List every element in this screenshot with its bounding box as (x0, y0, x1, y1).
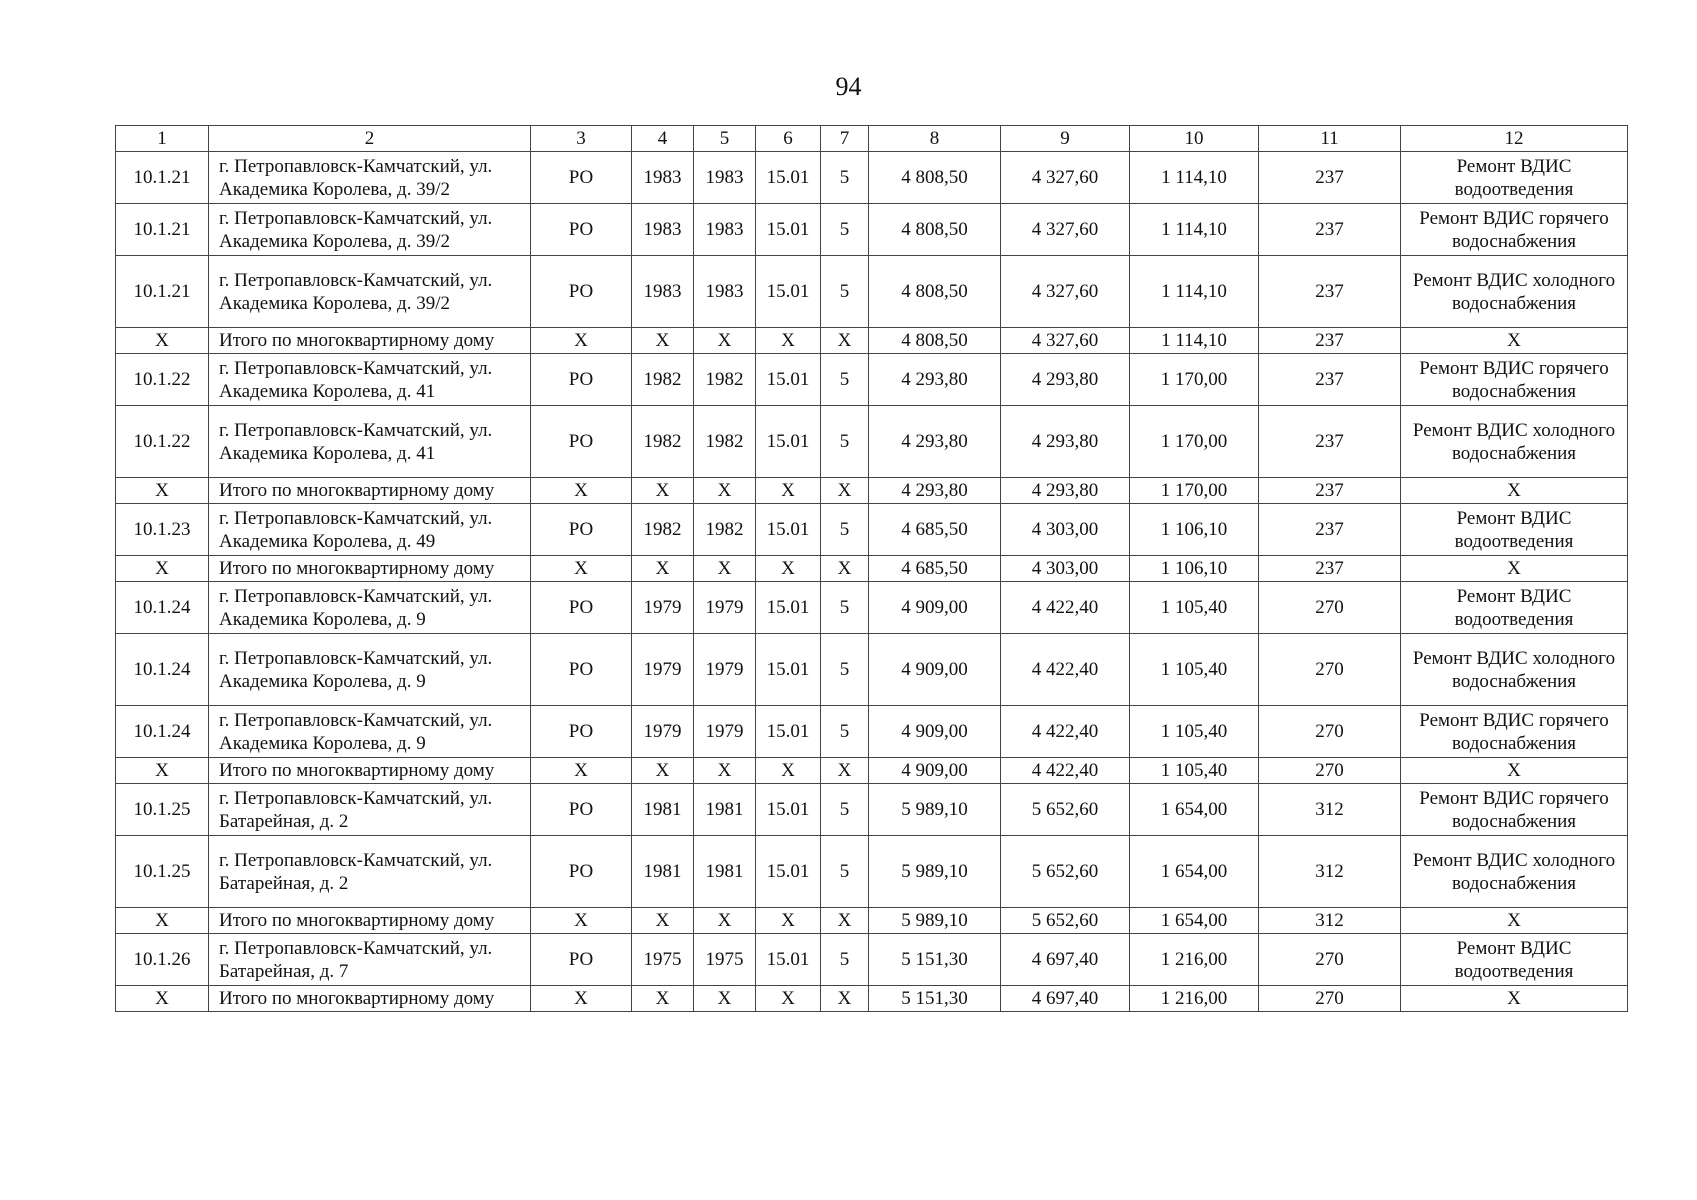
work-type-cell: X (1401, 908, 1628, 934)
row-number-cell: 10.1.25 (116, 784, 209, 836)
year-built-cell: 1982 (632, 354, 694, 406)
column-header: 11 (1259, 126, 1401, 152)
type-cell: РО (531, 256, 632, 328)
address-cell: г. Петропавловск-Камчатский, ул. Батарейная, д. 7 (209, 934, 531, 986)
floors-cell: 5 (821, 634, 869, 706)
total-area-cell: 5 151,30 (869, 986, 1001, 1012)
year-built-cell: 1982 (632, 504, 694, 556)
year-built-cell: X (632, 908, 694, 934)
type-cell: РО (531, 706, 632, 758)
nonresidential-area-cell: 1 105,40 (1130, 706, 1259, 758)
row-number-cell: X (116, 908, 209, 934)
code-cell: X (756, 986, 821, 1012)
total-area-cell: 5 989,10 (869, 908, 1001, 934)
address-cell: Итого по многоквартирному дому (209, 758, 531, 784)
nonresidential-area-cell: 1 114,10 (1130, 256, 1259, 328)
code-cell: 15.01 (756, 504, 821, 556)
year-commissioned-cell: 1982 (694, 406, 756, 478)
table-row (116, 934, 1628, 986)
row-number-cell: X (116, 478, 209, 504)
code-cell: X (756, 908, 821, 934)
column-header: 6 (756, 126, 821, 152)
row-number-cell: 10.1.24 (116, 706, 209, 758)
address-cell: г. Петропавловск-Камчатский, ул. Академика Королева, д. 39/2 (209, 204, 531, 256)
year-commissioned-cell: X (694, 328, 756, 354)
code-cell: 15.01 (756, 934, 821, 986)
type-cell: РО (531, 406, 632, 478)
year-built-cell: X (632, 556, 694, 582)
floors-cell: 5 (821, 706, 869, 758)
table-row (116, 354, 1628, 406)
work-type-cell: Ремонт ВДИС холодного водоснабжения (1401, 634, 1628, 706)
year-built-cell: 1975 (632, 934, 694, 986)
table-row (116, 836, 1628, 908)
column-header: 7 (821, 126, 869, 152)
work-type-cell: X (1401, 986, 1628, 1012)
address-cell: Итого по многоквартирному дому (209, 478, 531, 504)
residents-cell: 312 (1259, 908, 1401, 934)
work-type-cell: Ремонт ВДИС горячего водоснабжения (1401, 204, 1628, 256)
year-built-cell: X (632, 986, 694, 1012)
table-row (116, 328, 1628, 354)
residents-cell: 237 (1259, 256, 1401, 328)
table-row (116, 986, 1628, 1012)
row-number-cell: X (116, 758, 209, 784)
year-commissioned-cell: 1982 (694, 504, 756, 556)
address-cell: г. Петропавловск-Камчатский, ул. Академика Королева, д. 9 (209, 634, 531, 706)
residential-area-cell: 4 697,40 (1001, 934, 1130, 986)
type-cell: РО (531, 152, 632, 204)
nonresidential-area-cell: 1 114,10 (1130, 328, 1259, 354)
residential-area-cell: 5 652,60 (1001, 784, 1130, 836)
residents-cell: 237 (1259, 204, 1401, 256)
total-area-cell: 4 808,50 (869, 256, 1001, 328)
nonresidential-area-cell: 1 170,00 (1130, 478, 1259, 504)
type-cell: X (531, 556, 632, 582)
nonresidential-area-cell: 1 170,00 (1130, 406, 1259, 478)
row-number-cell: 10.1.23 (116, 504, 209, 556)
year-commissioned-cell: 1979 (694, 582, 756, 634)
residents-cell: 312 (1259, 784, 1401, 836)
nonresidential-area-cell: 1 216,00 (1130, 934, 1259, 986)
total-area-cell: 4 808,50 (869, 152, 1001, 204)
type-cell: РО (531, 784, 632, 836)
code-cell: 15.01 (756, 784, 821, 836)
nonresidential-area-cell: 1 654,00 (1130, 784, 1259, 836)
column-header: 10 (1130, 126, 1259, 152)
type-cell: РО (531, 504, 632, 556)
address-cell: г. Петропавловск-Камчатский, ул. Академика Королева, д. 39/2 (209, 256, 531, 328)
nonresidential-area-cell: 1 114,10 (1130, 204, 1259, 256)
table-row (116, 152, 1628, 204)
table-row (116, 204, 1628, 256)
code-cell: 15.01 (756, 634, 821, 706)
type-cell: РО (531, 634, 632, 706)
code-cell: X (756, 758, 821, 784)
work-type-cell: X (1401, 328, 1628, 354)
year-commissioned-cell: 1981 (694, 836, 756, 908)
column-header: 3 (531, 126, 632, 152)
code-cell: X (756, 556, 821, 582)
table-row (116, 556, 1628, 582)
total-area-cell: 4 293,80 (869, 478, 1001, 504)
year-commissioned-cell: 1983 (694, 204, 756, 256)
table-row (116, 406, 1628, 478)
column-header: 12 (1401, 126, 1628, 152)
address-cell: Итого по многоквартирному дому (209, 556, 531, 582)
work-type-cell: Ремонт ВДИС водоотведения (1401, 582, 1628, 634)
code-cell: 15.01 (756, 204, 821, 256)
floors-cell: 5 (821, 354, 869, 406)
residents-cell: 270 (1259, 634, 1401, 706)
page-number: 94 (835, 72, 862, 101)
year-built-cell: X (632, 328, 694, 354)
residents-cell: 237 (1259, 504, 1401, 556)
address-cell: г. Петропавловск-Камчатский, ул. Академика Королева, д. 49 (209, 504, 531, 556)
column-header: 5 (694, 126, 756, 152)
row-number-cell: 10.1.24 (116, 634, 209, 706)
floors-cell: X (821, 986, 869, 1012)
type-cell: РО (531, 836, 632, 908)
residents-cell: 270 (1259, 758, 1401, 784)
residents-cell: 237 (1259, 478, 1401, 504)
column-header: 4 (632, 126, 694, 152)
type-cell: РО (531, 204, 632, 256)
code-cell: 15.01 (756, 354, 821, 406)
row-number-cell: X (116, 986, 209, 1012)
residential-area-cell: 5 652,60 (1001, 908, 1130, 934)
residential-area-cell: 4 422,40 (1001, 706, 1130, 758)
floors-cell: 5 (821, 934, 869, 986)
residential-area-cell: 4 303,00 (1001, 556, 1130, 582)
table-row (116, 634, 1628, 706)
year-commissioned-cell: 1983 (694, 152, 756, 204)
residential-area-cell: 4 293,80 (1001, 354, 1130, 406)
nonresidential-area-cell: 1 105,40 (1130, 758, 1259, 784)
work-type-cell: X (1401, 758, 1628, 784)
floors-cell: 5 (821, 256, 869, 328)
nonresidential-area-cell: 1 105,40 (1130, 582, 1259, 634)
floors-cell: 5 (821, 152, 869, 204)
row-number-cell: 10.1.24 (116, 582, 209, 634)
work-type-cell: X (1401, 478, 1628, 504)
total-area-cell: 5 151,30 (869, 934, 1001, 986)
year-built-cell: X (632, 478, 694, 504)
row-number-cell: 10.1.26 (116, 934, 209, 986)
row-number-cell: 10.1.21 (116, 152, 209, 204)
residential-area-cell: 4 303,00 (1001, 504, 1130, 556)
row-number-cell: 10.1.21 (116, 256, 209, 328)
floors-cell: 5 (821, 204, 869, 256)
residential-area-cell: 4 327,60 (1001, 152, 1130, 204)
floors-cell: X (821, 328, 869, 354)
address-cell: г. Петропавловск-Камчатский, ул. Батарейная, д. 2 (209, 836, 531, 908)
residents-cell: 237 (1259, 406, 1401, 478)
work-type-cell: Ремонт ВДИС холодного водоснабжения (1401, 256, 1628, 328)
floors-cell: 5 (821, 406, 869, 478)
type-cell: X (531, 328, 632, 354)
row-number-cell: X (116, 556, 209, 582)
column-header: 9 (1001, 126, 1130, 152)
residential-area-cell: 4 422,40 (1001, 582, 1130, 634)
code-cell: 15.01 (756, 406, 821, 478)
residential-area-cell: 4 422,40 (1001, 758, 1130, 784)
residents-cell: 237 (1259, 152, 1401, 204)
total-area-cell: 5 989,10 (869, 836, 1001, 908)
year-commissioned-cell: 1975 (694, 934, 756, 986)
row-number-cell: X (116, 328, 209, 354)
address-cell: г. Петропавловск-Камчатский, ул. Батарейная, д. 2 (209, 784, 531, 836)
residents-cell: 312 (1259, 836, 1401, 908)
row-number-cell: 10.1.22 (116, 354, 209, 406)
floors-cell: X (821, 908, 869, 934)
year-commissioned-cell: 1983 (694, 256, 756, 328)
nonresidential-area-cell: 1 106,10 (1130, 556, 1259, 582)
floors-cell: 5 (821, 836, 869, 908)
address-cell: г. Петропавловск-Камчатский, ул. Академика Королева, д. 9 (209, 582, 531, 634)
header-row (116, 126, 1628, 152)
row-number-cell: 10.1.21 (116, 204, 209, 256)
work-type-cell: X (1401, 556, 1628, 582)
residents-cell: 270 (1259, 582, 1401, 634)
total-area-cell: 4 293,80 (869, 406, 1001, 478)
nonresidential-area-cell: 1 106,10 (1130, 504, 1259, 556)
table-row (116, 908, 1628, 934)
year-built-cell: X (632, 758, 694, 784)
year-commissioned-cell: X (694, 478, 756, 504)
work-type-cell: Ремонт ВДИС водоотведения (1401, 152, 1628, 204)
residential-area-cell: 4 697,40 (1001, 986, 1130, 1012)
nonresidential-area-cell: 1 654,00 (1130, 836, 1259, 908)
table-row (116, 784, 1628, 836)
data-table (115, 125, 1628, 1012)
floors-cell: X (821, 478, 869, 504)
total-area-cell: 5 989,10 (869, 784, 1001, 836)
work-type-cell: Ремонт ВДИС горячего водоснабжения (1401, 354, 1628, 406)
residential-area-cell: 5 652,60 (1001, 836, 1130, 908)
table-row (116, 478, 1628, 504)
residential-area-cell: 4 293,80 (1001, 478, 1130, 504)
residents-cell: 237 (1259, 328, 1401, 354)
row-number-cell: 10.1.25 (116, 836, 209, 908)
work-type-cell: Ремонт ВДИС водоотведения (1401, 504, 1628, 556)
work-type-cell: Ремонт ВДИС холодного водоснабжения (1401, 406, 1628, 478)
table-row (116, 758, 1628, 784)
code-cell: 15.01 (756, 152, 821, 204)
floors-cell: X (821, 556, 869, 582)
residential-area-cell: 4 327,60 (1001, 204, 1130, 256)
address-cell: Итого по многоквартирному дому (209, 908, 531, 934)
column-header: 1 (116, 126, 209, 152)
type-cell: РО (531, 582, 632, 634)
address-cell: Итого по многоквартирному дому (209, 328, 531, 354)
year-built-cell: 1983 (632, 204, 694, 256)
code-cell: X (756, 328, 821, 354)
type-cell: X (531, 908, 632, 934)
residential-area-cell: 4 293,80 (1001, 406, 1130, 478)
nonresidential-area-cell: 1 654,00 (1130, 908, 1259, 934)
total-area-cell: 4 909,00 (869, 634, 1001, 706)
row-number-cell: 10.1.22 (116, 406, 209, 478)
table-row (116, 582, 1628, 634)
type-cell: X (531, 986, 632, 1012)
year-built-cell: 1979 (632, 706, 694, 758)
address-cell: г. Петропавловск-Камчатский, ул. Академика Королева, д. 39/2 (209, 152, 531, 204)
type-cell: X (531, 478, 632, 504)
residents-cell: 270 (1259, 934, 1401, 986)
year-built-cell: 1981 (632, 784, 694, 836)
nonresidential-area-cell: 1 114,10 (1130, 152, 1259, 204)
year-built-cell: 1981 (632, 836, 694, 908)
total-area-cell: 4 909,00 (869, 706, 1001, 758)
year-built-cell: 1983 (632, 152, 694, 204)
column-header: 2 (209, 126, 531, 152)
table-row (116, 504, 1628, 556)
total-area-cell: 4 808,50 (869, 204, 1001, 256)
code-cell: 15.01 (756, 836, 821, 908)
code-cell: 15.01 (756, 582, 821, 634)
year-commissioned-cell: X (694, 556, 756, 582)
year-commissioned-cell: X (694, 986, 756, 1012)
address-cell: г. Петропавловск-Камчатский, ул. Академика Королева, д. 41 (209, 354, 531, 406)
total-area-cell: 4 685,50 (869, 504, 1001, 556)
year-commissioned-cell: 1979 (694, 634, 756, 706)
floors-cell: 5 (821, 784, 869, 836)
floors-cell: X (821, 758, 869, 784)
year-commissioned-cell: X (694, 758, 756, 784)
year-built-cell: 1979 (632, 582, 694, 634)
type-cell: РО (531, 934, 632, 986)
table-row (116, 706, 1628, 758)
column-header: 8 (869, 126, 1001, 152)
year-commissioned-cell: 1981 (694, 784, 756, 836)
year-built-cell: 1983 (632, 256, 694, 328)
address-cell: г. Петропавловск-Камчатский, ул. Академика Королева, д. 41 (209, 406, 531, 478)
floors-cell: 5 (821, 504, 869, 556)
code-cell: X (756, 478, 821, 504)
residents-cell: 270 (1259, 706, 1401, 758)
total-area-cell: 4 808,50 (869, 328, 1001, 354)
year-built-cell: 1982 (632, 406, 694, 478)
address-cell: г. Петропавловск-Камчатский, ул. Академика Королева, д. 9 (209, 706, 531, 758)
year-built-cell: 1979 (632, 634, 694, 706)
work-type-cell: Ремонт ВДИС водоотведения (1401, 934, 1628, 986)
total-area-cell: 4 685,50 (869, 556, 1001, 582)
code-cell: 15.01 (756, 256, 821, 328)
total-area-cell: 4 293,80 (869, 354, 1001, 406)
residential-area-cell: 4 327,60 (1001, 256, 1130, 328)
total-area-cell: 4 909,00 (869, 758, 1001, 784)
nonresidential-area-cell: 1 216,00 (1130, 986, 1259, 1012)
nonresidential-area-cell: 1 170,00 (1130, 354, 1259, 406)
residents-cell: 270 (1259, 986, 1401, 1012)
nonresidential-area-cell: 1 105,40 (1130, 634, 1259, 706)
total-area-cell: 4 909,00 (869, 582, 1001, 634)
work-type-cell: Ремонт ВДИС холодного водоснабжения (1401, 836, 1628, 908)
year-commissioned-cell: 1979 (694, 706, 756, 758)
residential-area-cell: 4 327,60 (1001, 328, 1130, 354)
type-cell: X (531, 758, 632, 784)
code-cell: 15.01 (756, 706, 821, 758)
residents-cell: 237 (1259, 354, 1401, 406)
year-commissioned-cell: X (694, 908, 756, 934)
work-type-cell: Ремонт ВДИС горячего водоснабжения (1401, 784, 1628, 836)
residential-area-cell: 4 422,40 (1001, 634, 1130, 706)
floors-cell: 5 (821, 582, 869, 634)
type-cell: РО (531, 354, 632, 406)
table-body (116, 152, 1628, 1012)
address-cell: Итого по многоквартирному дому (209, 986, 531, 1012)
work-type-cell: Ремонт ВДИС горячего водоснабжения (1401, 706, 1628, 758)
year-commissioned-cell: 1982 (694, 354, 756, 406)
table-row (116, 256, 1628, 328)
residents-cell: 237 (1259, 556, 1401, 582)
